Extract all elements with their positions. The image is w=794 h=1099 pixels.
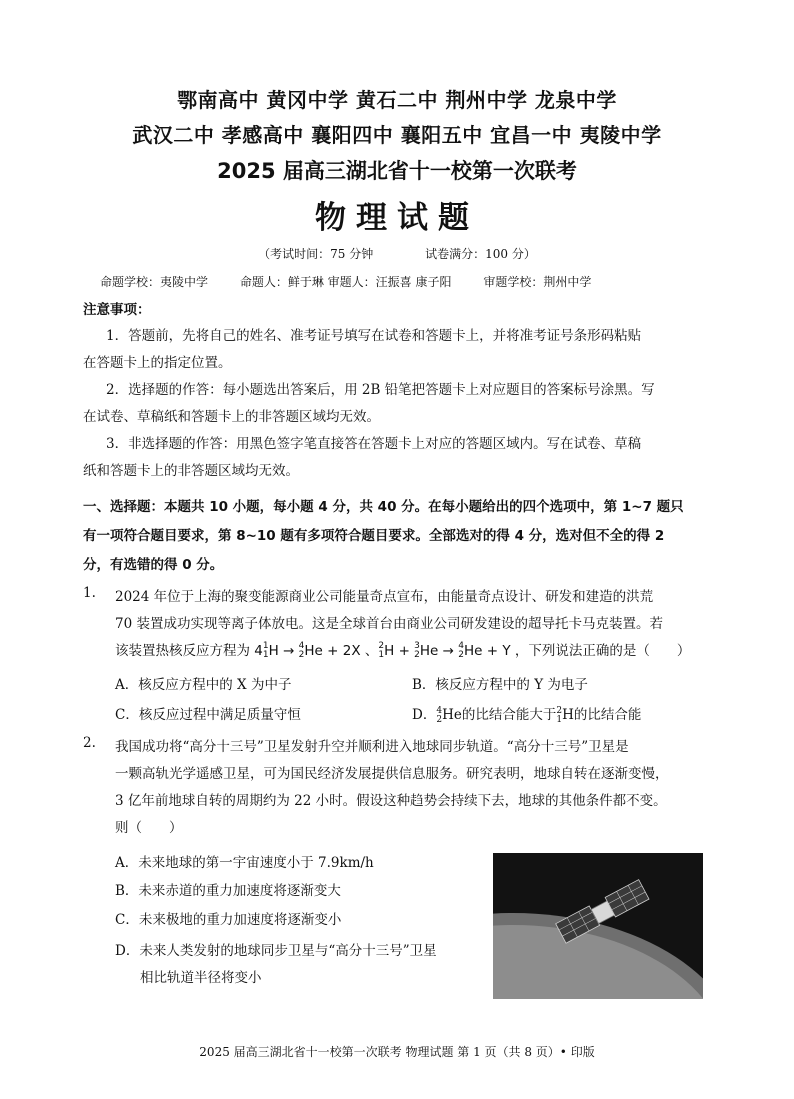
question-2-option-a[interactable]: A．未来地球的第一宇宙速度小于 7.9km/h (115, 855, 374, 871)
notice-heading: 注意事项： (83, 302, 151, 318)
page-footer: 2025 届高三湖北省十一校第一次联考 物理试题 第 1 页（共 8 页）• 印版 (199, 1045, 595, 1059)
question-2-line-4: 则（ ） (115, 820, 183, 836)
option-d-label: D． (412, 707, 437, 723)
question-1-line-3 (115, 639, 690, 660)
question-1-number: 1. (83, 585, 96, 601)
question-1-option-c[interactable]: C．核反应过程中满足质量守恒 (115, 707, 301, 723)
option-d-text-end: H的比结合能 (562, 707, 642, 723)
subject-title: 物理试题 (315, 200, 479, 236)
question-1-line-3-suffix: ，下列说法正确的是（ ） (514, 643, 691, 659)
exam-duration: （考试时间：75 分钟 (258, 247, 374, 261)
notice-item-1-line-2: 在答题卡上的指定位置。 (83, 355, 232, 371)
section1-line-3: 分，有选错的得 0 分。 (83, 557, 224, 573)
satellite-earth-image (493, 853, 703, 999)
exam-title: 2025 届高三湖北省十一校第一次联考 (217, 159, 577, 183)
question-2-number: 2. (83, 735, 96, 751)
question-2-line-2: 一颗高轨光学遥感卫星，可为国民经济发展提供信息服务。研究表明，地球自转在逐渐变慢， (115, 766, 669, 782)
credit-review: 审题学校：荆州中学 (483, 275, 592, 289)
notice-item-2-line-1: 2．选择题的作答：每小题选出答案后，用 2B 铅笔把答题卡上对应题目的答案标号涂黑。写 (106, 382, 655, 398)
question-1-line-3-prefix: 该装置热核反应方程为 (115, 643, 250, 659)
question-1-option-a[interactable]: A．核反应方程中的 X 为中子 (115, 677, 292, 693)
notice-item-2-line-2: 在试卷、草稿纸和答题卡上的非答题区域均无效。 (83, 409, 380, 425)
credit-authors: 命题人：鲜于琳 审题人：汪振喜 康子阳 (239, 275, 452, 289)
option-d-text-mid: He的比结合能大于 (442, 707, 557, 723)
exam-full-score: 试卷满分：100 分） (425, 247, 536, 261)
question-1-line-1: 2024 年位于上海的聚变能源商业公司能量奇点宣布，由能量奇点设计、研发和建造的洪荒 (115, 589, 654, 605)
question-2-line-1: 我国成功将“高分十三号”卫星发射升空并顺利进入地球同步轨道。“高分十三号”卫星是 (115, 739, 629, 755)
question-1-option-d[interactable]: D．4 2He的比结合能大于2 1H的比结合能 (412, 705, 642, 725)
section1-line-1: 一、选择题：本题共 10 小题，每小题 4 分，共 40 分。在每小题给出的四个选项中，第 1~7 题只 (83, 499, 684, 515)
exam-time-info (0, 245, 794, 262)
schools-line-1: 鄂南高中 黄冈中学 黄石二中 荆州中学 龙泉中学 (177, 88, 617, 112)
notice-item-3-line-1: 3．非选择题的作答：用黑色签字笔直接答在答题卡上对应的答题区域内。写在试卷、草稿 (106, 436, 642, 452)
question-2-option-b[interactable]: B．未来赤道的重力加速度将逐渐变大 (115, 883, 341, 899)
question-2-option-d-line-2: 相比轨道半径将变小 (140, 970, 262, 986)
credit-school: 命题学校：夷陵中学 (100, 275, 209, 289)
question-1-line-2: 70 装置成功实现等离子体放电。这是全球首台由商业公司研发建设的超导托卡马克装置。若 (115, 616, 663, 632)
schools-line-2: 武汉二中 孝感高中 襄阳四中 襄阳五中 宜昌一中 夷陵中学 (132, 123, 662, 147)
question-1-option-b[interactable]: B．核反应方程中的 Y 为电子 (412, 677, 588, 693)
question-2-option-c[interactable]: C．未来极地的重力加速度将逐渐变小 (115, 912, 342, 928)
fusion-equation: 41 1H → 4 2He + 2X 、2 1H + 3 2He → 4 2He + Y (254, 641, 511, 660)
satellite-earth-illustration (493, 853, 703, 999)
notice-item-3-line-2: 纸和答题卡上的非答题区域均无效。 (83, 463, 299, 479)
question-2-option-d[interactable]: D．未来人类发射的地球同步卫星与“高分十三号”卫星 (115, 943, 437, 959)
question-2-line-3: 3 亿年前地球自转的周期约为 22 小时。假设这种趋势会持续下去，地球的其他条件都不变。 (115, 793, 667, 809)
notice-item-1-line-1: 1．答题前，先将自己的姓名、准考证号填写在试卷和答题卡上，并将准考证号条形码粘贴 (106, 328, 642, 344)
section1-line-2: 有一项符合题目要求，第 8~10 题有多项符合题目要求。全部选对的得 4 分，选对但不全的得 2 (83, 528, 665, 544)
credits-line (100, 273, 619, 290)
